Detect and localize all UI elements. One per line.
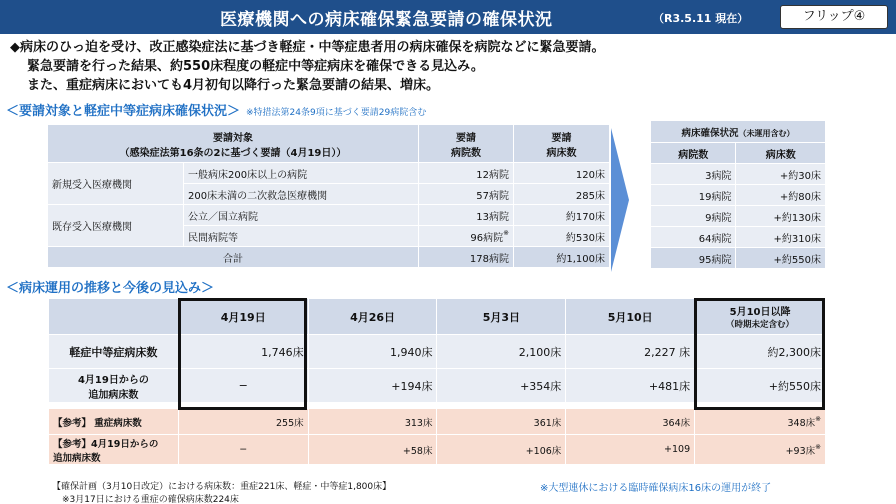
footnote-plan: 【確保計画（3月10日改定）における病床数：重症221床、軽症・中等症1,800床】 — [52, 482, 392, 492]
request-table — [47, 124, 610, 268]
secured-title: 病床確保状況（未運用含む） — [651, 121, 826, 143]
right-arrow-icon — [611, 128, 629, 272]
secured-table: 病床確保状況（未運用含む） 病院数 病床数 3病院 +約30床 19病院 +約80床 9病院 +約130床 64病院 +約310床 95病院 +約550床 — [650, 120, 826, 269]
total-row: 95病院 +約550床 — [651, 248, 826, 269]
table-row: 4月19日からの 追加病床数 − +194床 +354床 +481床 +約550床 — [49, 369, 826, 403]
header-bar — [0, 0, 896, 34]
intro-line: また、重症病床においても4月初旬以降行った緊急要請の結果、増床。 — [27, 78, 440, 93]
intro-line: 緊急要請を行った結果、約550床程度の軽症中等症病床を確保できる見込み。 — [27, 59, 484, 74]
table-row: 3病院 +約30床 — [651, 164, 826, 185]
as-of-date: （R3.5.11 現在） — [653, 12, 749, 25]
section2-heading: ＜病床運用の推移と今後の見込み＞ — [6, 281, 215, 296]
table-row: 9病院 +約130床 — [651, 206, 826, 227]
col-target: 要請対象 （感染症法第16条の2に基づく要請（4月19日）） — [48, 125, 419, 163]
highlight-box-apr19 — [178, 298, 307, 410]
section1-heading — [6, 100, 426, 119]
table-row: 19病院 +約80床 — [651, 185, 826, 206]
table-row: 軽症中等症病床数 1,746床 1,940床 2,100床 2,227 床 約2,300床 — [49, 335, 826, 369]
section1-title: ＜要請対象と軽症中等症病床確保状況＞ — [6, 104, 241, 119]
highlight-box-after-may10 — [694, 298, 825, 410]
table-row: 新規受入医療機関 一般病床200床以上の病院 12病院 120床 — [48, 163, 610, 184]
footnote-severe: ※3月17日における重症の確保病床数224床 — [62, 495, 239, 504]
col-hosp: 要請 病院数 — [419, 125, 514, 163]
table-row: 200床未満の二次救急医療機関 57病院 285床 — [48, 184, 610, 205]
reference-row: 【参考】 重症病床数 255床 313床 361床 364床 348床※ — [49, 409, 826, 435]
table-row: 既存受入医療機関 公立／国立病院 13病院 約170床 — [48, 205, 610, 226]
table-row: 64病院 +約310床 — [651, 227, 826, 248]
section1-note: ※特措法第24条9項に基づく要請29病院含む — [246, 108, 427, 118]
col-beds: 要請 病床数 — [514, 125, 610, 163]
intro-line: ◆病床のひっ迫を受け、改正感染症法に基づき軽症・中等症患者用の病床確保を病院などに緊急要請。 — [10, 40, 605, 55]
transition-table: 4月19日 4月26日 5月3日 5月10日 5月10日以降 （時期未定含む） 軽症中等症病床数 1,746床 1,940床 2,100床 2,227 床 約2,300床 4月19日からの 追加病床数 − +194床 +354床 +481床 +約550床 【参考】 重症病床数 255床 313床 361床 364床 348床※ 【参考】4月19日からの 追加病床数 − +58床 +106床 +109 +93床※ — [48, 298, 826, 465]
footnote-holiday: ※大型連休における臨時確保病床16床の運用が終了 — [540, 483, 772, 494]
reference-row: 【参考】4月19日からの 追加病床数 − +58床 +106床 +109 +93床※ — [49, 435, 826, 465]
flip-label: フリップ④ — [780, 5, 888, 29]
page-title: 医療機関への病床確保緊急要請の確保状況 — [220, 10, 553, 30]
table-row: 民間病院等 96病院※ 約530床 — [48, 226, 610, 247]
intro-text — [10, 38, 604, 95]
total-row: 合計 178病院 約1,100床 — [48, 247, 610, 268]
group-label: 既存受入医療機関 — [48, 205, 184, 247]
group-label: 新規受入医療機関 — [48, 163, 184, 205]
